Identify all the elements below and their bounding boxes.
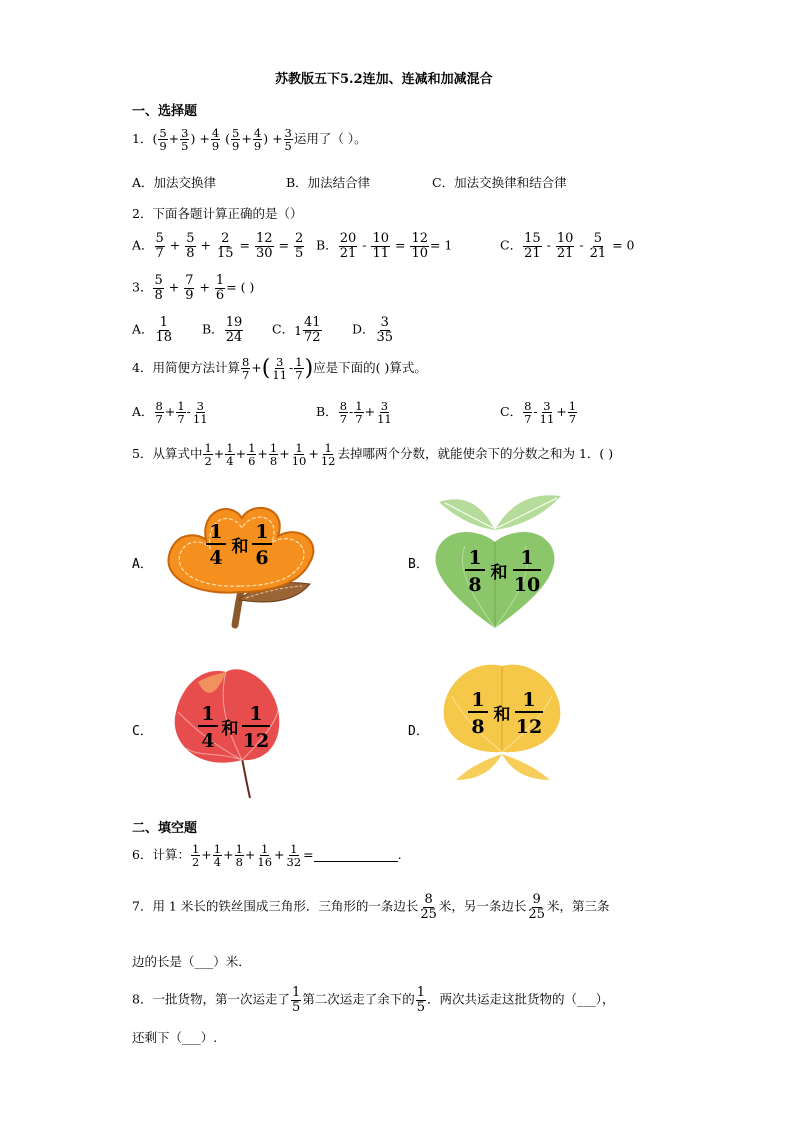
q2-option-c[interactable]: C． $\frac{15}{21}$ - $\frac{10}{21}$ - $\frac{5}{21}$ = 0	[500, 231, 635, 261]
answer-blank[interactable]	[314, 849, 398, 862]
fig-a-and: 和	[231, 537, 249, 557]
q5-option-c-leaf-image[interactable]	[168, 662, 288, 802]
q5-option-c-label: C．	[132, 724, 153, 739]
fig-b-numerator-2: 1	[520, 547, 534, 569]
fig-c-numerator-2: 1	[249, 703, 263, 725]
q5-option-d-label: D．	[408, 724, 429, 739]
q2-option-b[interactable]: B． $\frac{20}{21}$ - $\frac{10}{11}$ = $\frac{12}{10}$ = 1	[316, 231, 453, 261]
question-4: 4．用简便方法计算 $\frac{8}{7}$ +( $\frac{3}{11}$ - $\frac{1}{7}$ )应是下面的( )算式。	[132, 355, 427, 383]
q5-option-b-label: B．	[408, 557, 429, 572]
section-heading-fill: 二、填空题	[132, 821, 198, 836]
fig-b-denominator-2: 10	[513, 574, 541, 596]
question-6: 6．计算： $\frac{1}{2}$ + $\frac{1}{4}$ + $\frac{1}{8}$ + $\frac{1}{16}$ + $\frac{1}{32}$ = .	[132, 842, 402, 870]
question-1: 1．( $\frac{5}{9}$ + $\frac{3}{5}$ ) + $\frac{4}{9}$ ( $\frac{5}{9}$ + $\frac{4}{9}$ ) + $\frac{3}{5}$ 运用了（ ）。	[132, 126, 367, 154]
q5-option-a-flower-image[interactable]	[160, 500, 320, 630]
fig-d-numerator-1: 1	[471, 689, 485, 711]
question-8-line-2: 还剩下（___）.	[132, 1030, 218, 1045]
q-number: 1．	[132, 131, 153, 147]
q4-option-a[interactable]: A． $\frac{8}{7}$ + $\frac{1}{7}$ - $\frac{3}{11}$	[132, 399, 208, 427]
q3-option-a[interactable]: A． $\frac{1}{18}$	[132, 315, 173, 345]
q1-option-c[interactable]: C．加法交换律和结合律	[432, 175, 567, 190]
q1-option-b[interactable]: B．加法结合律	[286, 175, 371, 190]
fig-b-denominator-1: 8	[468, 574, 482, 596]
q5-option-a-label: A．	[132, 557, 153, 572]
section-heading-choice: 一、选择题	[132, 104, 198, 119]
q3-option-d[interactable]: D． $\frac{3}{35}$	[352, 315, 394, 345]
fig-a-denominator-2: 6	[255, 547, 269, 569]
fig-c-denominator-1: 4	[201, 730, 215, 752]
fraction: $\frac{4}{9}$	[211, 126, 220, 154]
fig-a-numerator-1: 1	[209, 521, 223, 543]
fig-c-and: 和	[221, 719, 239, 739]
fig-c-numerator-1: 1	[201, 703, 215, 725]
question-2: 2．下面各题计算正确的是（）	[132, 206, 303, 221]
fraction: $\frac{3}{5}$	[181, 126, 189, 154]
q1-option-a[interactable]: A．加法交换律	[132, 175, 217, 190]
q2-option-a[interactable]: A． $\frac{5}{7}$ + $\frac{5}{8}$ + $\frac{2}{15}$ = $\frac{12}{30}$ = $\frac{2}{5}$	[132, 231, 304, 261]
page-title: 苏教版五下5.2连加、连减和加减混合	[275, 72, 493, 87]
fraction: $\frac{3}{5}$	[284, 126, 292, 154]
q4-option-b[interactable]: B． $\frac{8}{7}$ - $\frac{1}{7}$ + $\frac{3}{11}$	[316, 399, 392, 427]
fig-a-denominator-1: 4	[209, 547, 223, 569]
fraction: $\frac{5}{9}$	[232, 126, 240, 154]
q4-option-c[interactable]: C． $\frac{8}{7}$ - $\frac{3}{11}$ + $\frac{1}{7}$	[500, 399, 577, 427]
fig-a-numerator-2: 1	[255, 521, 269, 543]
fig-d-numerator-2: 1	[522, 689, 536, 711]
fraction: $\frac{5}{9}$	[159, 126, 167, 154]
q5-option-d-leaf-image[interactable]	[432, 656, 572, 786]
fig-d-denominator-2: 12	[515, 716, 543, 738]
question-7: 7．用 1 米长的铁丝围成三角形．三角形的一条边长 $\frac{8}{25}$ 米，另一条边长 $\frac{9}{25}$ 米，第三条	[132, 892, 610, 922]
fig-b-numerator-1: 1	[468, 547, 482, 569]
fraction: $\frac{4}{9}$	[253, 126, 262, 154]
fig-b-and: 和	[490, 563, 508, 583]
q3-option-b[interactable]: B． $\frac{19}{24}$	[202, 315, 243, 345]
q5-option-b-leaf-image[interactable]	[425, 490, 565, 630]
fig-c-denominator-2: 12	[242, 730, 270, 752]
question-7-line-2: 边的长是（___）米．	[132, 954, 251, 969]
q3-option-c[interactable]: C． 1 $\frac{41}{72}$	[272, 315, 321, 345]
question-5: 5．从算式中 $\frac{1}{2}$ + $\frac{1}{4}$ + $\frac{1}{6}$ + $\frac{1}{8}$ + $\frac{1}{10}$ + $\frac{1}{12}$ 去掉哪两个分数，就能使余下的分数之和为 1．( )	[132, 441, 614, 469]
fig-d-denominator-1: 8	[471, 716, 485, 738]
question-8: 8．一批货物，第一次运走了 $\frac{1}{5}$ 第二次运走了余下的 $\frac{1}{5}$ ．两次共运走这批货物的（___），	[132, 985, 615, 1015]
question-3: 3． $\frac{5}{8}$ + $\frac{7}{9}$ + $\frac{1}{6}$ = ( )	[132, 273, 255, 303]
fig-d-and: 和	[493, 705, 511, 725]
